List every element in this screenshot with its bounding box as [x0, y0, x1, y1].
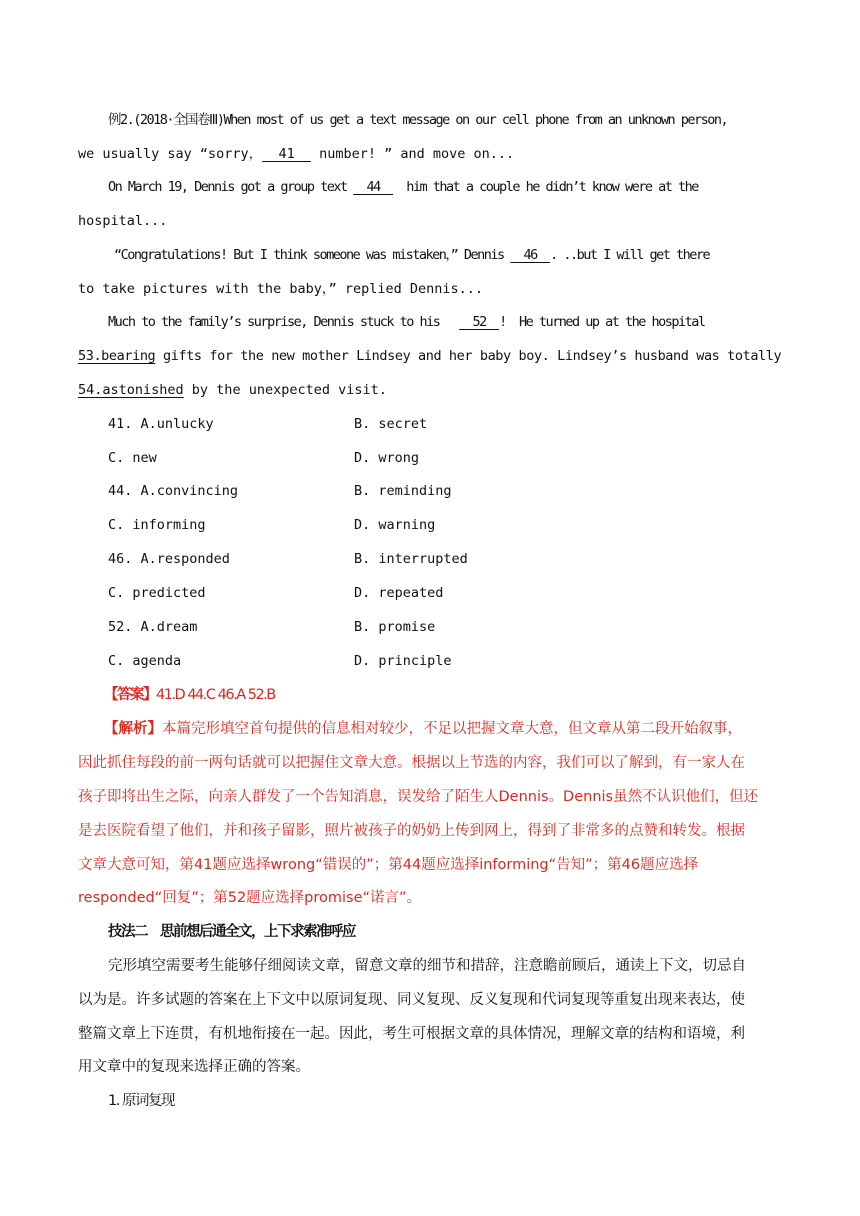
text-segment: “Congratulations! But I think someone was mistaken，” Dennis [114, 247, 511, 263]
text-segment: On March 19, Dennis got a group text [108, 179, 354, 195]
paragraph-4-line-1 [108, 312, 812, 332]
answer-line [104, 684, 808, 706]
paragraph-4-line-2 [78, 346, 782, 366]
option-46-a: 46. A.responded [108, 551, 230, 567]
option-44-b: B. reminding [354, 483, 452, 499]
text-segment: Much to the family’s surprise, Dennis stuck to his [108, 314, 460, 330]
text-segment: gifts for the new mother Lindsey and her baby boy. Lindsey’s husband was totally [155, 348, 782, 364]
technique-line-2: 以为是。许多试题的答案在上下文中以原词复现、同义复现、反义复现和代词复现等重复出现来表达，使 [78, 992, 745, 1008]
option-46-c: C. predicted [108, 585, 206, 601]
answer-text: 41.D 44.C 46.A 52.B [156, 687, 275, 703]
option-44-c: C. informing [108, 517, 206, 533]
paragraph-2-line-2: hospital... [78, 213, 168, 229]
paragraph-3-line-2: to take pictures with the baby，” replied Dennis... [78, 281, 484, 297]
analysis-line-1 [104, 718, 782, 740]
option-41-d: D. wrong [354, 450, 420, 466]
answer-label: 【答案】 [104, 687, 156, 703]
option-52-b: B. promise [354, 619, 436, 635]
analysis-line-6: responded“回复”；第52题应选择promise“诺言”。 [78, 890, 422, 906]
option-41-a: 41. A.unlucky [108, 416, 214, 432]
analysis-line-5: 文章大意可知，第41题应选择wrong“错误的”；第44题应选择informing“告知”；第46题应选择 [78, 857, 699, 873]
blank-46: 46 [510, 247, 551, 263]
text-segment: him that a couple he didn’t know were at the [393, 179, 698, 195]
option-44-d: D. warning [354, 517, 436, 533]
option-52-c: C. agenda [108, 653, 182, 669]
technique-line-1: 完形填空需要考生能够仔细阅读文章，留意文章的细节和措辞，注意瞻前顾后，通读上下文，切忌自 [108, 958, 746, 974]
option-46-b: B. interrupted [354, 551, 468, 567]
paragraph-3-line-1 [114, 245, 818, 265]
technique-heading: 技法二 思前想后通全文，上下求索准呼应 [108, 924, 355, 940]
technique-line-3: 整篇文章上下连贯，有机地衔接在一起。因此，考生可根据文章的具体情况，理解文章的结构和语境，利 [78, 1026, 745, 1042]
option-44-a: 44. A.convincing [108, 483, 239, 499]
blank-52: 52 [459, 314, 500, 330]
analysis-label: 【解析】 [104, 721, 162, 737]
underlined-word-54: 54.astonished [78, 382, 184, 398]
example-line-1: 例2.(2018·全国卷Ⅲ)When most of us get a text message on our cell phone from an unknown person, [108, 112, 728, 128]
analysis-line-4: 是去医院看望了他们，并和孩子留影，照片被孩子的奶奶上传到网上，得到了非常多的点赞和转发。根据 [78, 823, 745, 839]
option-52-a: 52. A.dream [108, 619, 198, 635]
paragraph-4-line-3 [78, 380, 782, 400]
option-41-b: B. secret [354, 416, 428, 432]
technique-item-1: 1. 原词复现 [108, 1093, 174, 1109]
paragraph-2-line-1 [108, 177, 812, 197]
option-52-d: D. principle [354, 653, 452, 669]
analysis-line-2: 因此抓住每段的前一两句话就可以把握住文章大意。根据以上节选的内容，我们可以了解到，有一家人在 [78, 755, 745, 771]
text-segment: number! ” and move on... [310, 146, 515, 162]
analysis-text: 本篇完形填空首句提供的信息相对较少，不足以把握文章大意，但文章从第二段开始叙事， [162, 721, 742, 737]
blank-41: 41 [262, 146, 311, 162]
option-41-c: C. new [108, 450, 157, 466]
example-line-2 [78, 144, 782, 164]
analysis-line-3: 孩子即将出生之际，向亲人群发了一个告知消息，误发给了陌生人Dennis。Dennis虽然不认识他们，但还 [78, 789, 759, 805]
technique-line-4: 用文章中的复现来选择正确的答案。 [78, 1059, 310, 1075]
option-46-d: D. repeated [354, 585, 444, 601]
text-segment: we usually say “sorry， [78, 146, 263, 162]
underlined-word-53: 53.bearing [78, 348, 156, 364]
text-segment: . ..but I will get there [550, 247, 710, 263]
text-segment: by the unexpected visit. [183, 382, 387, 398]
text-segment: ! He turned up at the hospital [499, 314, 705, 330]
blank-44: 44 [353, 179, 394, 195]
